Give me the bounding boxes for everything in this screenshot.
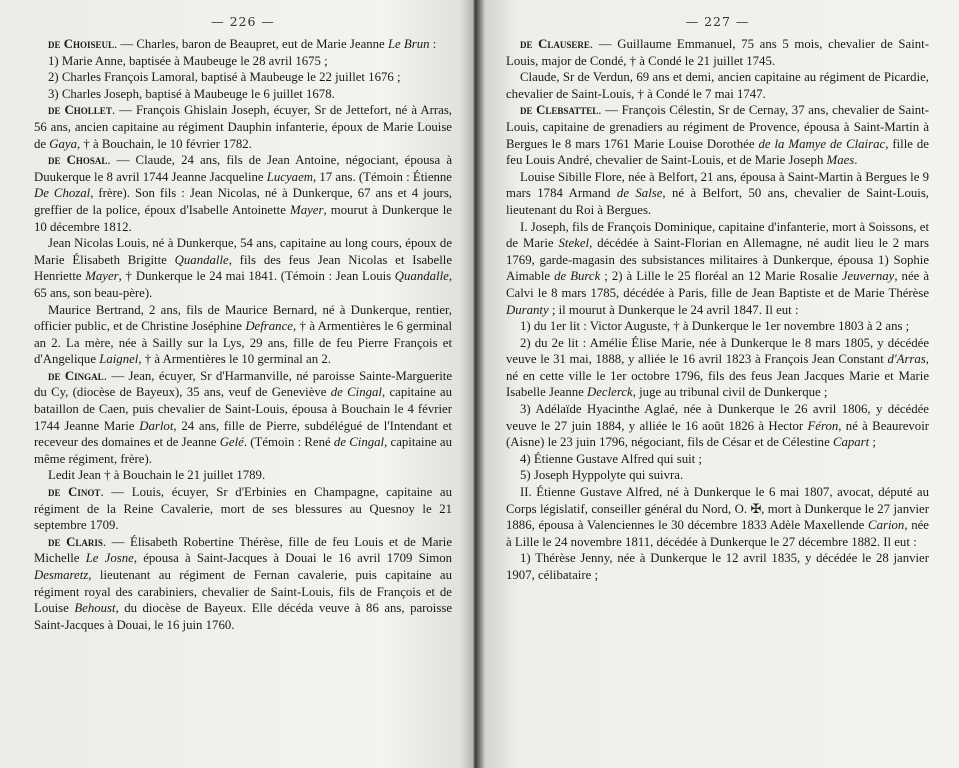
text-run: ; il mourut à Dunkerque le 24 avril 1847. Il eut :	[548, 302, 799, 317]
text-run: , né en cette ville le 1er octobre 1796, fils des feus Jean Jacques Marie et Marie Isabelle Jeanne	[506, 352, 929, 400]
italic-name: Quandalle	[394, 269, 449, 284]
italic-name: Mayer	[290, 202, 324, 217]
paragraph	[506, 219, 929, 319]
entry-name: de Cingal	[48, 368, 104, 383]
italic-name: Gaya	[49, 136, 77, 151]
text-run: 3) Adélaïde Hyacinthe Aglaé, née à Dunkerque le 26 avril 1806, y décédée veuve le 27 juin 1884, y alliée le 16 août 1826 à Hector	[506, 402, 929, 433]
paragraph	[506, 318, 929, 335]
paragraph	[34, 484, 452, 534]
italic-name: Laignel	[99, 352, 139, 367]
italic-name: Jeuvernay	[841, 269, 895, 284]
paragraph	[34, 302, 452, 368]
text-run: 1) Marie Anne, baptisée à Maubeuge le 28 avril 1675 ;	[48, 53, 328, 68]
right-page	[486, 0, 959, 768]
paragraph	[34, 53, 452, 70]
text-run: . (Témoin : René	[243, 435, 334, 450]
text-run: .	[854, 153, 858, 168]
text-run: , du diocèse de Bayeux. Elle décéda veuve à 86 ans, paroisse Saint-Jacques à Douai, le 16 juin 1760.	[34, 601, 453, 632]
italic-name: de Cingal	[333, 435, 385, 450]
text-run: . — François Ghislain Joseph, écuyer, Sr de Jettefort, né à Arras, 56 ans, ancien capitaine au régiment Dauphin infanterie, époux de Marie Louise de	[34, 103, 452, 151]
text-run: II. Étienne Gustave Alfred, né à Dunkerque le 6 mai 1807, avocat, député au Corps législatif, conseiller général du Nord, O. ✠, mort à Dunkerque le 27 janvier 1886, épousa à Valenciennes le 30 décembre 1833 Adèle Maxellende	[506, 485, 929, 533]
italic-name: Gelé	[219, 435, 244, 450]
italic-name: Capart	[832, 435, 870, 450]
text-run: . — Jean, écuyer, Sr d'Harmanville, né paroisse Sainte-Marguerite du Cy, (diocèse de Bayeux), 35 ans, veuf de Geneviève	[34, 368, 452, 400]
italic-name: de Burck	[554, 269, 601, 284]
italic-name: Desmaretz	[34, 568, 89, 582]
italic-name: Duranty	[506, 302, 549, 317]
text-run: Louise Sibille Flore, née à Belfort, 21 ans, épousa à Saint-Martin à Bergues le 9 mars 1784 Armand	[506, 169, 929, 201]
text-run: , mourut à Dunkerque le 10 décembre 1812.	[34, 202, 452, 234]
text-run: 5) Joseph Hyppolyte qui suivra.	[520, 468, 684, 483]
paragraph	[34, 102, 452, 152]
italic-name: d'Arras	[887, 352, 926, 367]
paragraph	[34, 368, 452, 468]
text-run: . — Charles, baron de Beaupret, eut de Marie Jeanne	[113, 37, 388, 51]
text-run: , † à Armentières le 10 germinal an 2.	[138, 352, 331, 367]
italic-name: Le Brun	[387, 37, 430, 51]
page-number: — 227 —	[685, 14, 750, 29]
italic-name: Le Josne	[85, 551, 134, 566]
italic-name: Declerck	[587, 385, 633, 400]
text-run: , fils des feus Jean Nicolas et Isabelle Henriette	[34, 252, 453, 284]
text-run: :	[429, 37, 437, 51]
text-run: 2) du 2e lit : Amélie Élise Marie, née à Dunkerque le 8 mars 1805, y décédée veuve le 31 mai, 1888, y alliée le 16 avril 1823 à François Jean Constant	[506, 335, 929, 367]
paragraph	[34, 69, 452, 86]
text-run: , épousa à Saint-Jacques à Douai le 16 avril 1709 Simon	[133, 551, 452, 566]
entry-name: de Clausere	[520, 37, 590, 51]
paragraph	[506, 102, 929, 168]
text-run: , 17 ans. (Témoin : Étienne	[313, 169, 452, 184]
paragraph	[506, 401, 929, 451]
text-run: 2) Charles François Lamoral, baptisé à Maubeuge le 22 juillet 1676 ;	[48, 70, 401, 85]
italic-name: Behoust	[74, 601, 116, 616]
text-run: . — François Célestin, Sr de Cernay, 37 ans, chevalier de Saint-Louis, capitaine de grenadiers au régiment de Provence, épousa à Saint-Martin à Bergues le 8 mars 1761 Marie Louise Dorothée	[506, 103, 929, 151]
text-run: , 65 ans, son beau-père).	[34, 269, 453, 300]
paragraph	[506, 169, 929, 219]
entry-name: de Chosal	[48, 153, 108, 168]
italic-name: de la Mamye de Clairac	[758, 136, 886, 151]
text-run: ;	[869, 435, 876, 450]
italic-name: Quandalle	[174, 252, 229, 267]
italic-name: de Cingal,	[330, 385, 386, 400]
paragraph	[506, 451, 929, 468]
paragraph	[506, 36, 929, 69]
entry-name: de Choiseul	[48, 37, 114, 51]
text-run: , juge au tribunal civil de Dunkerque ;	[632, 385, 828, 400]
text-run: , fille de feu Louis André, chevalier de Saint-Louis, et de Marie Joseph	[506, 136, 929, 168]
text-run: , née à Calvi le 8 mars 1785, décédée à Paris, fille de Jean Baptiste et de Marie Thérèse	[506, 269, 930, 300]
italic-name: Lucyaem	[266, 169, 313, 184]
text-run: , née à Lille le 24 novembre 1811, décédée à Dunkerque le 27 décembre 1882. Il eut :	[506, 518, 929, 549]
paragraph	[34, 86, 452, 103]
paragraph	[506, 467, 929, 484]
text-run: . — Louis, écuyer, Sr d'Erbinies en Champagne, capitaine au régiment de la Reine Cavalerie, mort de ses blessures au Quesnoy le 21 septembre 1709.	[34, 485, 453, 533]
entry-name: de Claris	[48, 534, 103, 549]
text-run: ; 2) à Lille le 25 floréal an 12 Marie Rosalie	[600, 269, 842, 284]
italic-name: Carion	[868, 518, 905, 533]
text-run: capitaine au bataillon de Caen, puis chevalier de Saint-Louis, épousa à Bouchain le 4 février 1744 Jeanne Marie	[34, 385, 452, 433]
italic-name: Stekel	[558, 236, 590, 251]
text-run: , † à Bouchain, le 10 février 1782.	[77, 136, 252, 151]
text-run: Claude, Sr de Verdun, 69 ans et demi, ancien capitaine au régiment de Picardie, chevalier de Saint-Louis, † à Condé le 7 mai 1747.	[506, 70, 929, 101]
paragraph	[34, 36, 452, 53]
entry-name: de Chollet	[48, 103, 112, 118]
text-run: . — Claude, 24 ans, fils de Jean Antoine, négociant, épousa à Duukerque le 8 avril 1744 Jeanne Jacqueline	[34, 153, 452, 184]
paragraph	[506, 69, 929, 102]
paragraph	[34, 467, 452, 484]
paragraph	[34, 235, 452, 301]
text-run: , né à Belfort, 50 ans, chevalier de Saint-Louis, lieutenant du Roi à Bergues.	[506, 186, 930, 217]
text-run: , décédée à Saint-Florian en Allemagne, né audit lieu le 2 mars 1769, garde-magasin des subsistances militaires à Dunkerque, épousa 1) Sophie Aimable	[506, 236, 929, 284]
paragraph	[34, 152, 452, 235]
paragraph	[506, 484, 929, 550]
text-run: 1) Thérèse Jenny, née à Dunkerque le 12 avril 1835, y décédée le 28 janvier 1907, célibataire ;	[506, 551, 929, 582]
page-text	[506, 36, 929, 584]
paragraph	[34, 534, 452, 634]
italic-name: Maes	[826, 153, 855, 168]
italic-name: de Salse	[616, 186, 663, 201]
text-run: Jean Nicolas Louis, né à Dunkerque, 54 ans, capitaine au long cours, époux de Marie Élisabeth Brigitte	[34, 236, 452, 267]
text-run: 3) Charles Joseph, baptisé à Maubeuge le 6 juillet 1678.	[48, 86, 335, 101]
italic-name: Defrance	[245, 319, 293, 334]
italic-name: Darlot	[139, 418, 174, 433]
text-run: , capitaine au même régiment, frère).	[34, 435, 453, 466]
text-run: , né à Beaurevoir (Aisne) le 23 juin 1796, négociant, fils de César et de Célestine	[506, 418, 930, 450]
text-run: , † Dunkerque le 24 mai 1841. (Témoin : Jean Louis	[118, 269, 395, 284]
page-number: — 226 —	[211, 14, 275, 29]
italic-name: Mayer	[85, 269, 119, 284]
paragraph	[506, 550, 929, 583]
entry-name: de Clebsattel	[520, 103, 599, 118]
italic-name: De Chozal	[34, 186, 91, 201]
paragraph	[506, 335, 929, 401]
text-run: . — Guillaume Emmanuel, 75 ans 5 mois, chevalier de Saint-Louis, major de Condé, † à Condé le 21 juillet 1745.	[506, 37, 929, 68]
text-run: , 24 ans, fille de Pierre, subdélégué de l'Intendant et receveur des domaines et de Jeanne	[34, 418, 452, 450]
italic-name: Féron	[807, 418, 839, 433]
text-run: Ledit Jean † à Bouchain le 21 juillet 1789.	[48, 468, 266, 483]
text-run: , frère). Son fils : Jean Nicolas, né à Dunkerque, 67 ans et 4 jours, greffier de la police, époux d'Isabelle Antoinette	[34, 186, 452, 217]
text-run: . — Élisabeth Robertine Thérèse, fille de feu Louis et de Marie Michelle	[34, 534, 453, 566]
text-run: 4) Étienne Gustave Alfred qui suit ;	[520, 451, 702, 466]
text-run: I. Joseph, fils de François Dominique, capitaine d'infanterie, mort à Soissons, et de Marie	[506, 219, 929, 251]
left-page	[0, 0, 470, 768]
text-run: , † à Armentières le 6 germinal an 2. La mère, née à Sailly sur la Lys, 29 ans, fille de feu Pierre François et d'Angelique	[34, 319, 452, 367]
text-run: , lieutenant au régiment de Fernan cavalerie, puis capitaine au régiment royal des carabiniers, chevalier de Saint-Louis, fils de François et de Louise	[34, 568, 452, 616]
text-run: Maurice Bertrand, 2 ans, fils de Maurice Bernard, né à Dunkerque, rentier, officier public, et de Christine Joséphine	[34, 302, 452, 334]
entry-name: de Cinot	[48, 485, 101, 500]
page-text	[34, 36, 452, 633]
text-run: 1) du 1er lit : Victor Auguste, † à Dunkerque le 1er novembre 1803 à 2 ans ;	[520, 319, 910, 334]
